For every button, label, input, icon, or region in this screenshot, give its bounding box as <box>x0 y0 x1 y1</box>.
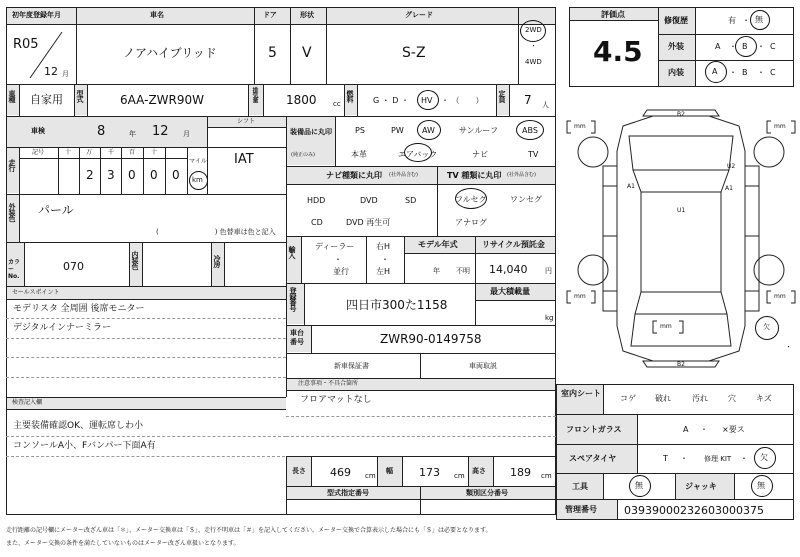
import-dot-2: ・ <box>381 255 389 264</box>
tv-note: (社外品含む) <box>507 172 536 178</box>
sales-point-2: デジタルインナーミラー <box>13 323 112 333</box>
first-reg-month: 12 <box>44 65 58 78</box>
notes-value: フロアマットなし <box>300 395 372 405</box>
windshield-a: A <box>683 425 689 434</box>
height-label: 高さ <box>472 467 486 475</box>
equip-abs: ABS <box>522 126 538 135</box>
mileage-unit-1: 十 <box>65 149 72 156</box>
first-reg-month-unit: 月 <box>62 70 69 78</box>
model-value: 6AA-ZWR90W <box>120 93 205 107</box>
spare-label: スペアタイヤ <box>569 454 617 463</box>
interior-grade-label: 内装 <box>668 68 684 77</box>
mileage-km: km <box>192 176 203 184</box>
windshield-x: ×要ス <box>722 425 745 434</box>
diagram-missing: 欠 <box>763 323 770 331</box>
equip-sunroof: サンルーフ <box>459 126 498 135</box>
warranty-label: 新車保証書 <box>334 362 369 370</box>
mileage-mile: マイル <box>189 158 207 165</box>
equip-pw: PW <box>391 126 404 135</box>
equip-navi: ナビ <box>472 150 488 159</box>
windshield-label: フロントガラス <box>566 425 622 434</box>
category-label: 類別区分番号 <box>466 489 508 497</box>
footer-line-1: 走行距離の記号欄にメーター改ざん車は「＊」、メーター交換車は「＄」、走行不明車は「＃」を記入してください。メーター交換で合算表示した場合にも「＄」は必要となります。 <box>6 527 492 534</box>
displacement-label: 排気量 <box>251 87 258 102</box>
diagram-b2-rear: B2 <box>677 361 685 368</box>
length-label: 長さ <box>292 467 306 475</box>
import-label: 輸入 <box>288 246 296 258</box>
spare-dot-1: ・ <box>680 454 688 463</box>
displacement-value: 1800 <box>286 93 317 107</box>
mileage-digit-2: 3 <box>107 168 115 182</box>
header-row <box>7 8 555 24</box>
exterior-grade-dot-2: ・ <box>757 42 765 51</box>
score-label: 評価点 <box>601 10 625 19</box>
recycle-label: リサイクル預託金 <box>482 240 545 249</box>
model-year-unknown: 不明 <box>456 267 470 275</box>
fuel-options: G ・ D ・ <box>373 96 409 105</box>
tools-label: 工具 <box>572 482 588 491</box>
exterior-grade-dot-1: ・ <box>729 42 737 51</box>
shift-value: IAT <box>234 152 254 167</box>
manual-label: 車両取説 <box>469 362 497 370</box>
tv-label: TV 種類に丸印 <box>447 171 502 180</box>
width-unit: cm <box>454 472 465 480</box>
diagram-a1-right: A1 <box>725 185 733 192</box>
mileage-mark-label: 記号 <box>32 149 45 156</box>
navi-dvd: DVD <box>360 196 378 205</box>
car-name-value: ノアハイブリッド <box>123 46 217 60</box>
seat-item-3: 汚れ <box>692 394 708 403</box>
equip-ps: PS <box>355 126 365 135</box>
mileage-digit-3: 0 <box>128 168 136 182</box>
width-value: 173 <box>419 466 440 479</box>
tv-oneseg: ワンセグ <box>510 195 542 204</box>
max-load-label: 最大積載量 <box>490 287 530 296</box>
mileage-unit-2: 万 <box>86 149 93 156</box>
drive-dot: ・ <box>530 42 537 50</box>
import-rh: 右H <box>376 242 391 251</box>
spare-kit: 修理 KIT <box>704 455 732 463</box>
exterior-grade-c: C <box>770 42 776 51</box>
equipment-note: (純正のみ) <box>291 152 315 158</box>
navi-sd: SD <box>405 196 417 205</box>
mileage-unit-3: 千 <box>108 149 115 156</box>
tv-fullseg: フルセグ <box>455 195 487 204</box>
notes-label: 注意事項・不具合箇所 <box>298 380 359 387</box>
inspection-label: 車検 <box>31 127 45 135</box>
equip-tv: TV <box>528 150 539 159</box>
inspection-month: 12 <box>152 124 169 139</box>
diagram-u2: U2 <box>727 163 736 170</box>
tools-value: 無 <box>635 481 643 490</box>
width-label: 幅 <box>386 467 393 475</box>
navi-hdd: HDD <box>307 196 326 205</box>
chassis-label: 車台番号 <box>290 329 304 347</box>
diagram-mm-5: mm <box>660 323 672 330</box>
mileage-unit-4: 百 <box>129 149 136 156</box>
seat-label: 室内シート <box>561 389 601 398</box>
navi-note: (社外品含む) <box>389 172 418 178</box>
inspector-label: 検査記入欄 <box>12 399 43 406</box>
seat-item-4: 穴 <box>728 394 736 403</box>
import-dealer: ディーラー <box>315 242 355 251</box>
model-label: 型式 <box>76 90 84 102</box>
diagram-mm-3: mm <box>574 293 586 300</box>
registration-label: 登録番号 <box>289 287 297 311</box>
displacement-unit: cc <box>333 100 341 108</box>
recycle-value: 14,040 <box>489 263 528 276</box>
grade-value: S-Z <box>402 45 426 61</box>
jack-label: ジャッキ <box>685 482 717 491</box>
inspection-year: 8 <box>97 124 106 139</box>
import-parallel: 並行 <box>333 267 349 276</box>
door-value: 5 <box>268 45 277 61</box>
spare-missing: 欠 <box>760 453 768 462</box>
length-value: 469 <box>330 466 351 479</box>
max-load-unit: kg <box>545 314 554 322</box>
diagram-u1: U1 <box>677 207 686 214</box>
color-no-label: カラーNo. <box>8 259 21 281</box>
mileage-digit-5: 0 <box>172 168 180 182</box>
tv-analog: アナログ <box>455 218 487 227</box>
sales-point-1: モデリスタ 全周囲 後席モニター <box>13 304 145 314</box>
exterior-grade-a: A <box>715 42 721 51</box>
height-unit: cm <box>541 472 552 480</box>
drive-4wd: 4WD <box>525 58 542 66</box>
windshield-dot: ・ <box>700 425 708 434</box>
grade-label: グレード <box>405 11 433 19</box>
capacity-value: 7 <box>524 93 532 107</box>
mileage-digit-4: 0 <box>150 168 158 182</box>
interior-grade-a: A <box>712 67 718 76</box>
import-lh: 左H <box>376 267 391 276</box>
management-value: 03939000232603000375 <box>624 504 764 517</box>
diagram-mm-4: mm <box>774 293 786 300</box>
spare-dot-2: ・ <box>740 454 748 463</box>
interior-grade-dot-1: ・ <box>729 68 737 77</box>
equip-leather: 本革 <box>351 150 367 159</box>
diagram-a1-left: A1 <box>627 183 635 190</box>
navi-cd: CD <box>311 218 323 227</box>
exterior-color-note: ( ) 色替車は色と記入 <box>156 228 276 236</box>
seat-item-1: コゲ <box>620 394 636 403</box>
usage-label: 車種 <box>8 90 16 102</box>
chassis-value: ZWR90-0149758 <box>380 332 482 346</box>
cooler-label: 冷房 <box>213 255 221 267</box>
footer-line-2: また、メーター交換の条件を満たしていないものはメーター改ざん車扱いとなります。 <box>6 540 240 547</box>
interior-grade-c: C <box>770 68 776 77</box>
exterior-grade-label: 外装 <box>668 42 684 51</box>
diagram-dot: ・ <box>785 343 792 351</box>
shape-value: V <box>302 45 312 61</box>
exterior-color-label: 外装色 <box>8 203 16 221</box>
shape-label: 形状 <box>300 11 314 19</box>
drive-2wd: 2WD <box>525 26 542 34</box>
capacity-label: 定員 <box>498 90 506 102</box>
registration-value: 四日市300た1158 <box>346 298 448 312</box>
mileage-digit-1: 2 <box>86 168 94 182</box>
mileage-unit-5: 十 <box>151 149 158 156</box>
length-unit: cm <box>365 472 376 480</box>
capacity-unit: 人 <box>542 101 549 109</box>
inspector-line-2: コンソールA小、Fバンパー下面A有 <box>13 441 156 451</box>
fuel-hv: HV <box>421 96 433 105</box>
repair-yes: 有 <box>728 16 736 25</box>
exterior-grade-b: B <box>742 42 748 51</box>
repair-no: 無 <box>755 15 763 24</box>
import-dot: ・ <box>334 255 342 264</box>
model-year-label: モデル年式 <box>418 240 458 249</box>
fuel-label: 燃料 <box>346 90 354 102</box>
navi-dvd-play: DVD 再生可 <box>346 218 391 227</box>
spare-t: T <box>663 454 668 463</box>
inspector-line-1: 主要装備確認OK、運転席しわ小 <box>13 421 143 431</box>
repair-dot: ・ <box>742 16 750 25</box>
equipment-label: 装備品に丸印 <box>290 128 332 136</box>
diagram-b2-front: B2 <box>677 111 685 118</box>
exterior-color-value: パール <box>38 203 74 217</box>
equip-aw: AW <box>422 126 435 135</box>
jack-value: 無 <box>757 481 765 490</box>
model-year-unit: 年 <box>433 267 440 275</box>
inspection-month-unit: 月 <box>183 130 190 138</box>
diagram-mm-1: mm <box>574 123 586 130</box>
mileage-label: 走行 <box>8 159 16 171</box>
car-name-label: 車名 <box>150 11 164 19</box>
navi-label: ナビ種類に丸印 <box>326 171 382 180</box>
height-value: 189 <box>510 466 531 479</box>
fuel-paren: ・ （ ） <box>441 96 484 105</box>
management-label: 管理番号 <box>565 505 597 514</box>
usage-value: 自家用 <box>30 93 63 106</box>
recycle-unit: 円 <box>545 267 552 275</box>
repair-label: 修復歴 <box>664 16 688 25</box>
color-no-value: 070 <box>63 260 84 273</box>
interior-grade-dot-2: ・ <box>757 68 765 77</box>
seat-item-2: 破れ <box>655 394 671 403</box>
shift-label: シフト <box>237 118 256 125</box>
sales-points-label: セールスポイント <box>12 289 60 296</box>
interior-color-label: 内装色 <box>131 251 139 269</box>
inspection-year-unit: 年 <box>129 130 136 138</box>
first-reg-label: 初年度登録年月 <box>12 11 61 19</box>
diagram-mm-2: mm <box>774 123 786 130</box>
interior-grade-b: B <box>742 68 748 77</box>
first-reg-era: R05 <box>13 37 39 52</box>
type-designation-label: 型式指定番号 <box>327 489 369 497</box>
equip-airbag: エアバック <box>398 150 438 159</box>
seat-item-5: キズ <box>756 394 772 403</box>
damage-diagram <box>563 96 799 381</box>
score-value: 4.5 <box>593 35 643 68</box>
door-label: ドア <box>263 11 277 19</box>
